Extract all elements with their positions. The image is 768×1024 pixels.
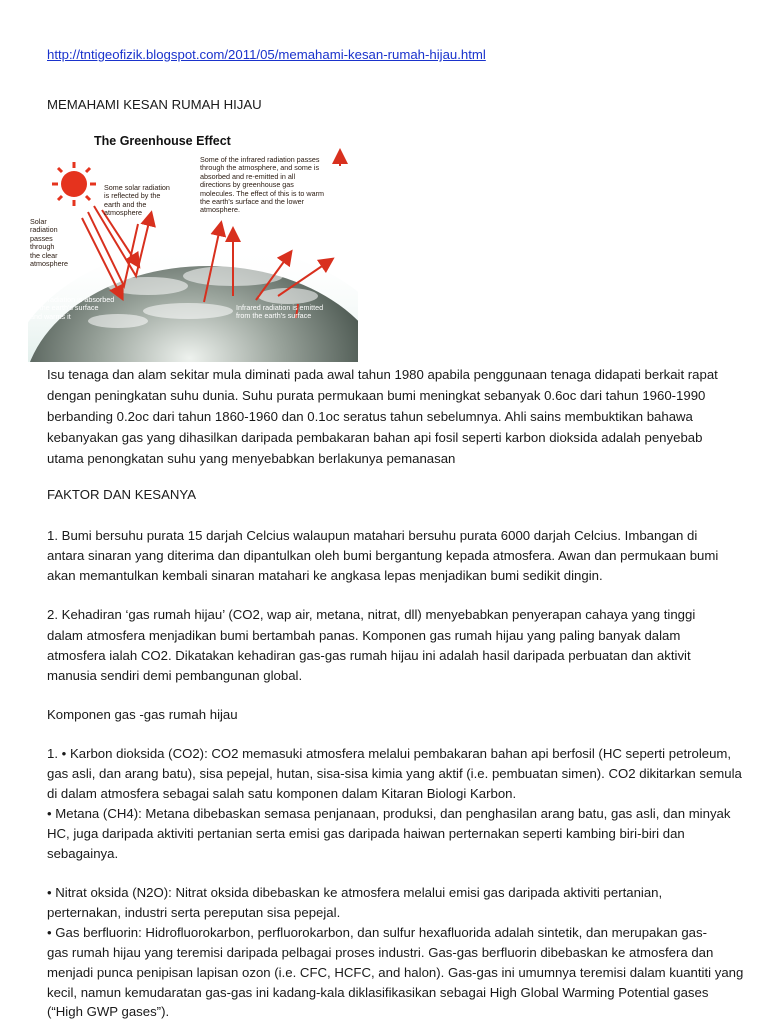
page-title: MEMAHAMI KESAN RUMAH HIJAU <box>47 97 262 112</box>
figure-note-reflected <box>104 184 170 218</box>
source-link[interactable]: http://tntigeofizik.blogspot.com/2011/05/memahami-kesan-rumah-hijau.html <box>47 47 486 62</box>
text-line: menjadi punca penipisan lapisan ozon (i.e. CFC, HCFC, and halon). Gas-gas ini umumnya teremisi dalam kuantiti yang <box>47 965 744 980</box>
text-line: Isu tenaga dan alam sekitar mula diminati pada awal tahun 1980 apabila penggunaan tenaga didapati berkait rapat <box>47 367 718 382</box>
text-line: di dalam atmosfera sebagai salah satu komponen dalam Kitaran Biologi Karbon. <box>47 786 517 801</box>
note-line: through the atmosphere, and some is <box>200 163 320 173</box>
note-line: molecules. The effect of this is to warm <box>200 188 324 198</box>
text-line: dengan peningkatan suhu dunia. Suhu purata permukaan bumi meningkat sebanyak 0.6oc dari tahun 1960-1990 <box>47 388 706 403</box>
text-line: manusia sendiri demi pembangunan global. <box>47 668 303 683</box>
text-line: atmosfera ialah CO2. Dikatakan kehadiran gas-gas rumah hijau ini adalah hasil daripada perbuatan dan aktivit <box>47 648 691 663</box>
figure-note-absorbed <box>30 296 114 321</box>
note-line: atmosphere. <box>200 205 240 215</box>
note-line: earth and the <box>104 199 147 209</box>
text-line: • Metana (CH4): Metana dibebaskan semasa penjanaan, produksi, dan penghasilan arang batu, gas asli, dan minyak <box>47 806 731 821</box>
section-heading: FAKTOR DAN KESANYA <box>47 487 197 502</box>
figure-note-infrared-passes <box>200 156 324 215</box>
text-line: sebagainya. <box>47 846 119 861</box>
text-line: 1. Bumi bersuhu purata 15 darjah Celcius walaupun matahari bersuhu purata 6000 darjah Celcius. Imbangan di <box>47 528 698 543</box>
note-line: the clear <box>30 250 58 260</box>
note-line: through <box>30 242 55 252</box>
text-line: 2. Kehadiran ‘gas rumah hijau’ (CO2, wap air, metana, nitrat, dll) menyebabkan penyerapan cahaya yang tinggi <box>47 607 696 622</box>
text-line: • Gas berfluorin: Hidrofluorokarbon, perfluorokarbon, dan sulfur hexafluorida adalah sintetik, dan merupakan gas- <box>47 925 707 940</box>
note-line: radiation <box>30 225 58 235</box>
note-line: from the earth's surface <box>236 311 312 321</box>
text-line: perternakan, industri serta pereputan sisa pepejal. <box>47 905 341 920</box>
text-line: gas asli, dan arang batu), sisa pepejal, hutan, sisa-sisa kimia yang aktif (i.e. pembuatan simen). CO2 dikitarkan semula <box>47 766 742 781</box>
note-line: the earth's surface and the lower <box>200 197 305 207</box>
text-line: kebanyakan gas yang dihasilkan daripada pembakaran bahan api fosil seperti karbon dioksida adalah penyebab <box>47 430 703 445</box>
note-line: absorbed and re-emitted in all <box>200 171 296 181</box>
text-line: • Nitrat oksida (N2O): Nitrat oksida dibebaskan ke atmosfera melalui emisi gas daripada aktiviti pertanian, <box>47 885 663 900</box>
note-line: and warms it <box>30 311 71 321</box>
text-line: akan memantulkan kembali sinaran matahari ke angkasa lepas menjadikan bumi sedikit dingin. <box>47 568 603 583</box>
text-line: (“High GWP gases”). <box>47 1004 170 1019</box>
note-line: atmosphere <box>30 259 68 269</box>
greenhouse-effect-figure <box>28 126 358 362</box>
note-line: is reflected by the <box>104 191 161 201</box>
text-line: utama penongkatan suhu yang menyebabkan berlakunya pemanasan <box>47 451 456 466</box>
note-line: Solar <box>30 217 47 226</box>
note-line: passes <box>30 233 53 243</box>
note-line: directions by greenhouse gas <box>200 180 294 190</box>
figure-title: The Greenhouse Effect <box>94 134 231 148</box>
text-line: antara sinaran yang diterima dan dipantulkan oleh bumi bergantung kepada atmosfera. Awan dan permukaan bumi <box>47 548 719 563</box>
text-line: 1. • Karbon dioksida (CO2): CO2 memasuki atmosfera melalui pembakaran bahan api berfosil (HC seperti petroleum, <box>47 746 732 761</box>
text-line: kecil, namun kemudaratan gas-gas ini kadang-kala diklasifikasikan sebagai High Global Warming Potential gases <box>47 985 709 1000</box>
text-line: dalam atmosfera menjadikan bumi bertambah panas. Komponen gas rumah hijau yang paling banyak dalam <box>47 628 681 643</box>
note-line: atmosphere <box>104 208 142 218</box>
text-line: berbanding 0.2oc dari tahun 1860-1960 dan 0.1oc seratus tahun sebelumnya. Ahli sains membuktikan bahawa <box>47 409 693 424</box>
sun-icon <box>52 162 96 206</box>
figure-note-infrared-emitted <box>236 304 323 321</box>
text-line: gas rumah hijau yang teremisi daripada pelbagai proses industri. Gas-gas berfluorin dibebaskan ke atmosfera dan <box>47 945 714 960</box>
note-line: Some solar radiation <box>104 183 170 192</box>
note-line: Infrared radiation is emitted <box>236 303 324 312</box>
note-line: Most radiation is absorbed <box>30 295 115 304</box>
note-line: Some of the infrared radiation passes <box>200 155 320 164</box>
components-heading: Komponen gas -gas rumah hijau <box>47 707 238 722</box>
figure-note-solar <box>30 218 68 268</box>
note-line: by the earth's surface <box>30 303 99 313</box>
text-line: HC, juga daripada aktiviti pertanian serta emisi gas daripada haiwan perternakan seperti kambing biri-biri dan <box>47 826 685 841</box>
